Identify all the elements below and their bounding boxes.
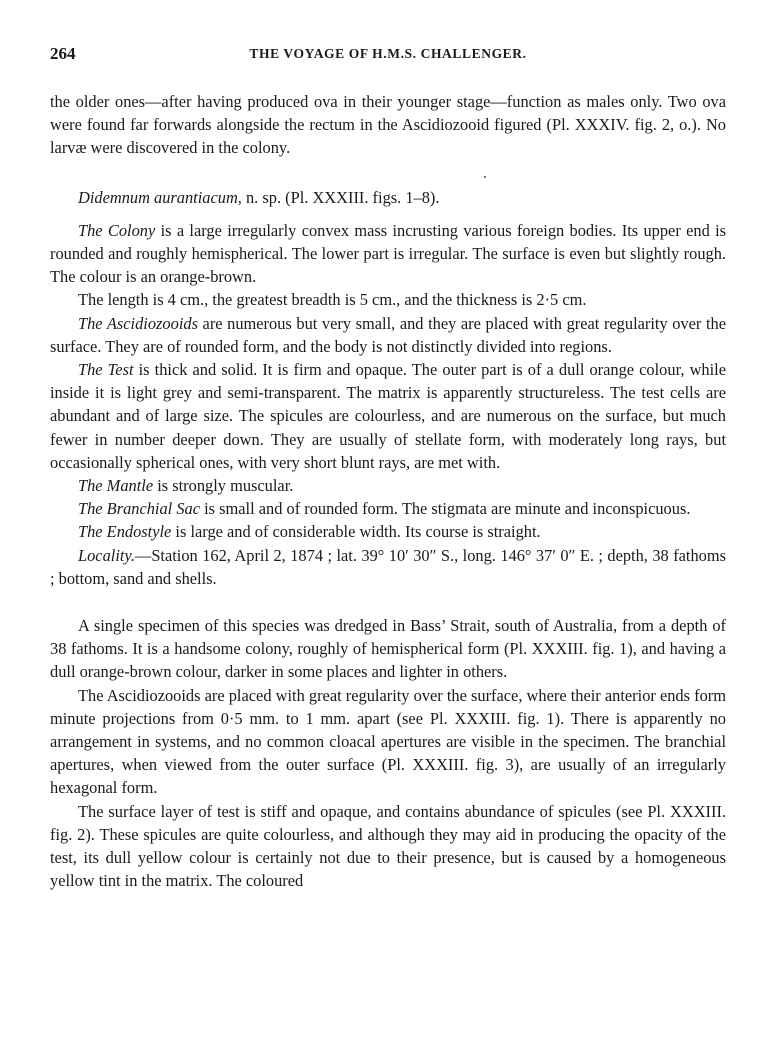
paragraph-continuation: the older ones—after having produced ova in their younger stage—function as males only. Two ova were found far forwards alongside the rectum in the Ascidiozooid figured (Pl. XXXIV. fig. 2, o.). No larvæ were discovered in the colony.	[50, 92, 726, 158]
branchial-text: is small and of rounded form. The stigmata are minute and inconspicuous.	[200, 499, 691, 519]
paragraph-colony	[50, 219, 726, 289]
locality-label: Locality.	[78, 545, 135, 565]
paragraph-mantle	[50, 474, 726, 497]
test-text: is thick and solid. It is firm and opaque. The outer part is of a dull orange colour, while inside it is light grey and semi-transparent. The matrix is apparently structureless. The test cells are abundant and of large size. The spicules are colourless, and are numerous on the surface, but much fewer in number deeper down. They are usually of stellate form, with moderately long rays, but occasionally spherical ones, with very short blunt rays, are met with.	[50, 360, 726, 472]
paragraph-specimen: A single specimen of this species was dredged in Bass’ Strait, south of Australia, from a depth of 38 fathoms. It is a handsome colony, roughly of hemispherical form (Pl. XXXIII. fig. 1), and having a dull orange-brown colour, darker in some places and lighter in others.	[50, 616, 726, 682]
running-title: THE VOYAGE OF H.M.S. CHALLENGER.	[249, 46, 527, 61]
species-name: Didemnum aurantiacum,	[78, 187, 242, 207]
endostyle-label: The Endostyle	[78, 522, 172, 542]
paragraph-endostyle	[50, 520, 726, 543]
paragraph-length: The length is 4 cm., the greatest breadth is 5 cm., and the thickness is 2·5 cm.	[78, 290, 587, 310]
body-text	[50, 90, 726, 893]
mantle-label: The Mantle	[78, 476, 154, 496]
paragraph-ascidiozooids-placement: The Ascidiozooids are placed with great regularity over the surface, where their anterior ends form minute projections from 0·5 mm. to 1 mm. apart (see Pl. XXXIII. fig. 1). There is apparently no arrangement in systems, and no common cloacal apertures are visible in the specimen. The branchial apertures, when viewed from the outer surface (Pl. XXXIII. fig. 3), are usually of an irregularly hexagonal form.	[50, 685, 726, 798]
colony-text: is a large irregularly convex mass incrusting various foreign bodies. Its upper end is rounded and roughly hemispherical. The lower part is irregular. The surface is even but slightly rough. The colour is an orange-brown.	[50, 220, 727, 287]
paragraph-locality	[50, 544, 726, 590]
paragraph-surface-layer: The surface layer of test is stiff and opaque, and contains abundance of spicules (see Pl. XXXIII. fig. 2). These spicules are quite colourless, and although they may aid in producing the opacity of the test, its dull yellow colour is certainly not due to their presence, but is caused by a homogeneous yellow tint in the matrix. The coloured	[50, 801, 726, 891]
paragraph-ascidiozooids	[50, 312, 726, 358]
locality-text: —Station 162, April 2, 1874 ; lat. 39° 10′ 30″ S., long. 146° 37′ 0″ E. ; depth, 38 fathoms ; bottom, sand and shells.	[50, 545, 726, 588]
page-number: 264	[50, 44, 76, 63]
branchial-label: The Branchial Sac	[78, 499, 201, 519]
colony-label: The Colony	[78, 220, 156, 240]
paragraph-test	[50, 358, 726, 474]
ascidiozooids-text: are numerous but very small, and they are placed with great regularity over the surface. They are of rounded form, and the body is not distinctly divided into regions.	[50, 313, 726, 356]
running-header	[50, 44, 726, 66]
endostyle-text: is large and of considerable width. Its course is straight.	[171, 522, 541, 542]
paragraph-branchial-sac	[50, 497, 726, 520]
test-label: The Test	[78, 360, 134, 380]
mantle-text: is strongly muscular.	[153, 476, 294, 496]
ascidiozooids-label: The Ascidiozooids	[78, 313, 198, 333]
species-reference: n. sp. (Pl. XXXIII. figs. 1–8).	[241, 187, 440, 207]
species-heading	[50, 186, 726, 209]
